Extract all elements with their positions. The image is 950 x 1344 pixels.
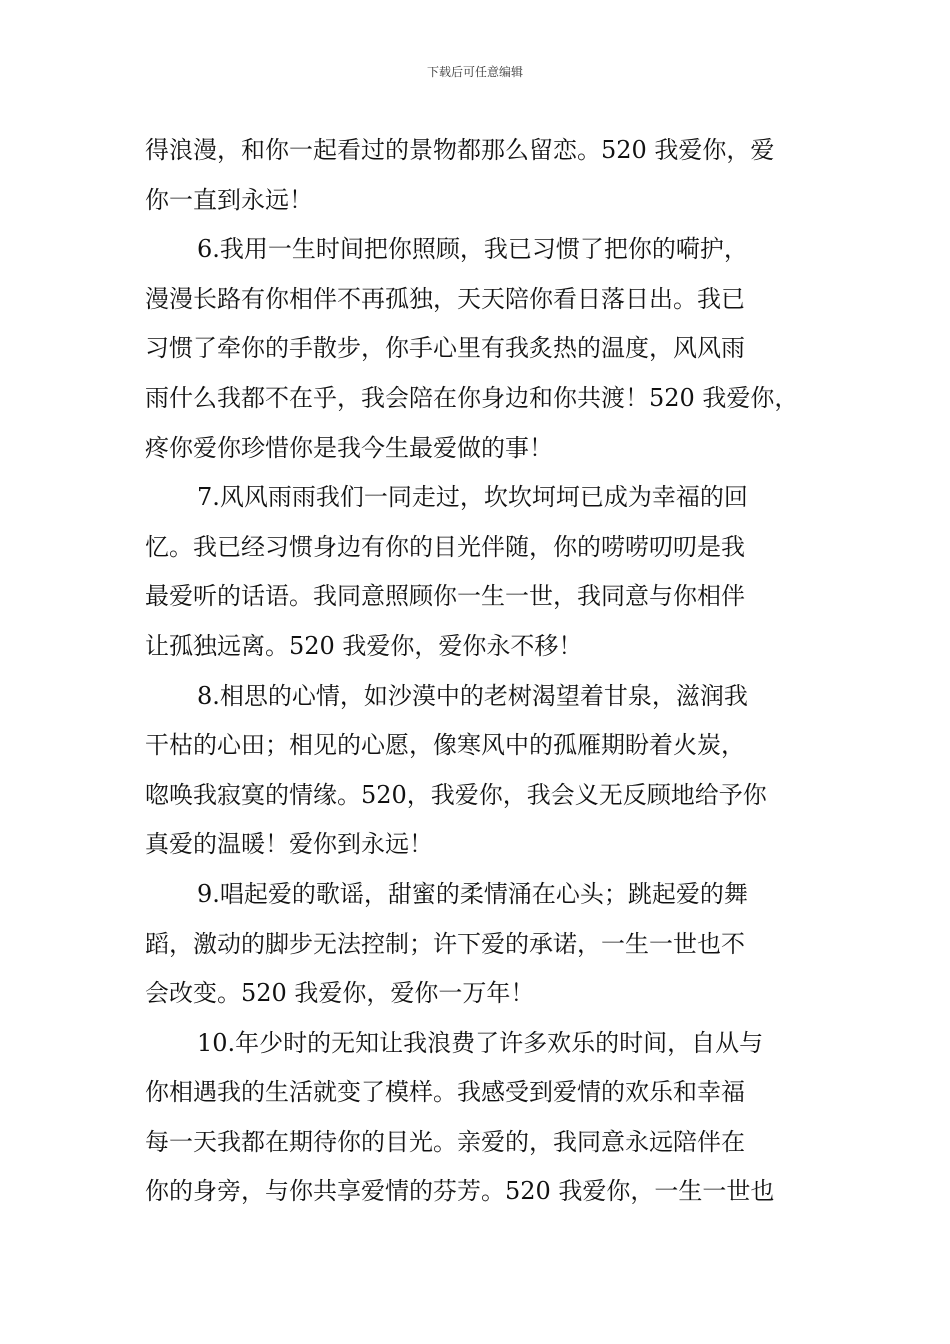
text-line: 习惯了牵你的手散步，你手心里有我炙热的温度，风风雨 [145,334,745,363]
text-line: 真爱的温暖！爱你到永远！ [145,830,433,859]
page-header: 下载后可任意编辑 [426,65,523,79]
text-line: 最爱听的话语。我同意照顾你一生一世，我同意与你相伴 [145,582,745,611]
text-line: 忆。我已经习惯身边有你的目光伴随，你的唠唠叨叨是我 [145,532,745,561]
text-line: 10.年少时的无知让我浪费了许多欢乐的时间，自从与 [197,1028,764,1057]
text-line: 让孤独远离。520 我爱你，爱你永不移！ [145,631,583,660]
text-line: 你相遇我的生活就变了模样。我感受到爱情的欢乐和幸福 [145,1078,745,1107]
text-line: 疼你爱你珍惜你是我今生最爱做的事！ [145,433,553,462]
text-line: 7.风风雨雨我们一同走过，坎坎坷坷已成为幸福的回 [197,483,748,512]
text-line: 蹈，激动的脚步无法控制；许下爱的承诺，一生一世也不 [145,929,745,958]
text-line: 每一天我都在期待你的目光。亲爱的，我同意永远陪伴在 [145,1127,745,1156]
text-line: 9.唱起爱的歌谣，甜蜜的柔情涌在心头；跳起爱的舞 [197,879,748,908]
text-line: 漫漫长路有你相伴不再孤独，天天陪你看日落日出。我已 [145,284,745,313]
text-line: 你一直到永远！ [145,185,313,214]
text-line: 6.我用一生时间把你照顾，我已习惯了把你的嗬护， [197,235,748,264]
text-line: 得浪漫，和你一起看过的景物都那么留恋。520 我爱你，爱 [145,136,775,164]
text-line: 会改变。520 我爱你，爱你一万年！ [145,979,535,1008]
text-line: 雨什么我都不在乎，我会陪在你身边和你共渡！520 我爱你， [145,383,799,412]
text-line: 你的身旁，与你共享爱情的芬芳。520 我爱你，一生一世也 [145,1177,775,1206]
text-line: 唿唤我寂寞的情缘。520，我爱你，我会义无反顾地给予你 [145,780,767,809]
document-body [145,126,825,1217]
text-line: 8.相思的心情，如沙漠中的老树渴望着甘泉，滋润我 [197,681,748,710]
text-line: 干枯的心田；相见的心愿，像寒风中的孤雁期盼着火炭， [145,731,745,760]
